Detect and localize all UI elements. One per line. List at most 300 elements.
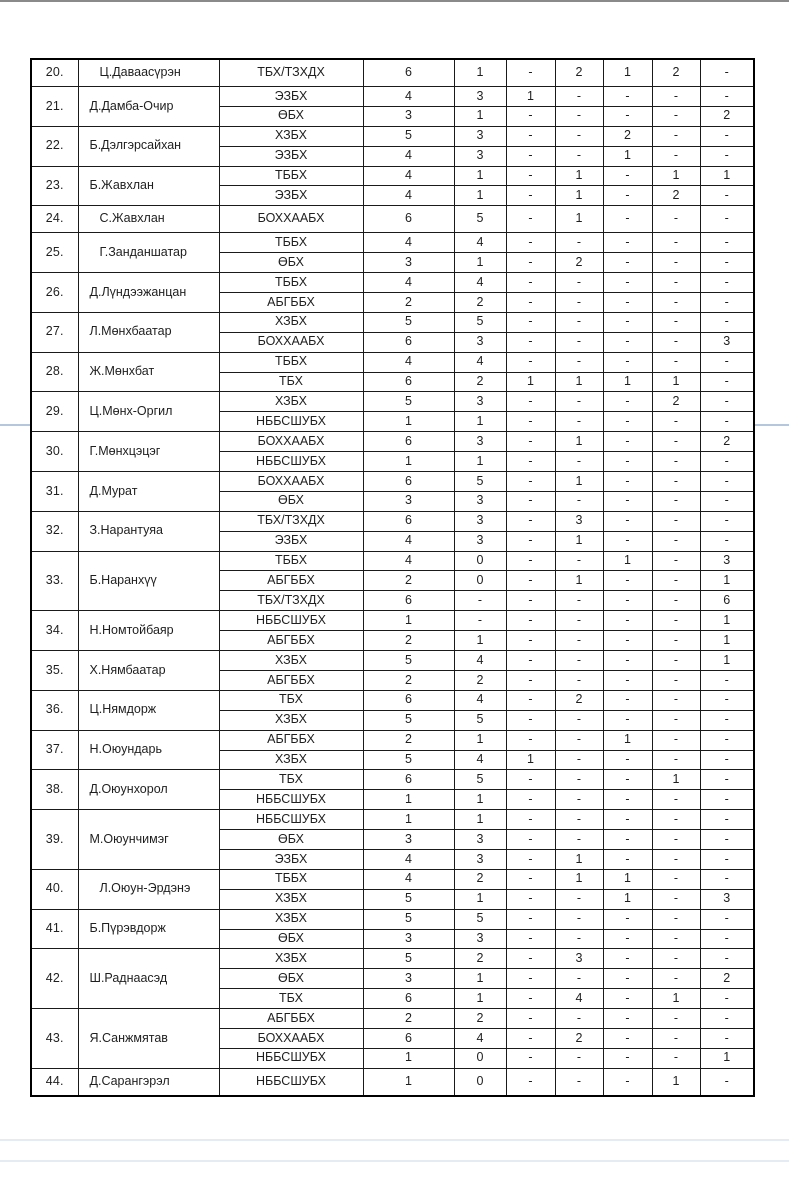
committee-abbr: ХЗБХ	[219, 949, 363, 969]
count-cell: 5	[454, 710, 506, 730]
count-cell: -	[603, 472, 652, 492]
member-name: Ц.Мөнх-Оргил	[78, 392, 219, 432]
row-number: 27.	[31, 312, 78, 352]
count-cell: 4	[454, 273, 506, 293]
count-cell: -	[700, 253, 754, 273]
count-cell: 1	[603, 889, 652, 909]
row-number: 38.	[31, 770, 78, 810]
count-cell: -	[506, 1028, 555, 1048]
count-cell: -	[506, 293, 555, 313]
count-cell: 1	[555, 571, 603, 591]
member-name: Н.Оюундарь	[78, 730, 219, 770]
member-name: Ц.Нямдорж	[78, 690, 219, 730]
count-cell: -	[700, 810, 754, 830]
committee-abbr: ХЗБХ	[219, 909, 363, 929]
count-cell: -	[555, 830, 603, 850]
count-cell: -	[555, 491, 603, 511]
committee-abbr: ӨБХ	[219, 106, 363, 126]
committee-abbr: БОХХААБХ	[219, 472, 363, 492]
member-name: Л.Мөнхбаатар	[78, 312, 219, 352]
committee-abbr: ХЗБХ	[219, 312, 363, 332]
committee-abbr: ТББХ	[219, 551, 363, 571]
count-cell: -	[506, 989, 555, 1009]
count-cell: -	[603, 352, 652, 372]
member-name: Д.Дамба-Очир	[78, 87, 219, 127]
count-cell: -	[555, 1009, 603, 1029]
count-cell: -	[603, 491, 652, 511]
count-cell: -	[603, 989, 652, 1009]
count-cell: -	[603, 531, 652, 551]
count-cell: -	[506, 969, 555, 989]
count-cell: 1	[363, 611, 454, 631]
count-cell: 4	[363, 273, 454, 293]
count-cell: -	[652, 750, 700, 770]
count-cell: 6	[363, 206, 454, 233]
count-cell: -	[652, 730, 700, 750]
count-cell: -	[652, 511, 700, 531]
count-cell: 4	[454, 651, 506, 671]
count-cell: -	[506, 352, 555, 372]
count-cell: -	[652, 233, 700, 253]
committee-abbr: АБГББХ	[219, 571, 363, 591]
count-cell: 2	[363, 293, 454, 313]
row-number: 26.	[31, 273, 78, 313]
count-cell: -	[506, 59, 555, 87]
count-cell: -	[652, 531, 700, 551]
count-cell: -	[603, 611, 652, 631]
count-cell: 2	[555, 1028, 603, 1048]
count-cell: 1	[454, 253, 506, 273]
count-cell: -	[700, 412, 754, 432]
count-cell: -	[652, 491, 700, 511]
count-cell: -	[603, 830, 652, 850]
count-cell: -	[652, 273, 700, 293]
count-cell: -	[652, 452, 700, 472]
count-cell: -	[506, 929, 555, 949]
member-name: Н.Номтойбаяр	[78, 611, 219, 651]
count-cell: -	[506, 126, 555, 146]
count-cell: -	[603, 710, 652, 730]
count-cell: -	[652, 1048, 700, 1068]
count-cell: -	[603, 293, 652, 313]
count-cell: -	[506, 889, 555, 909]
committee-abbr: ӨБХ	[219, 929, 363, 949]
committee-abbr: ЭЗБХ	[219, 87, 363, 107]
count-cell: 5	[454, 472, 506, 492]
table-row	[31, 730, 754, 750]
count-cell: 1	[454, 730, 506, 750]
count-cell: -	[652, 710, 700, 730]
member-name: Д.Лүндээжанцан	[78, 273, 219, 313]
count-cell: 0	[454, 551, 506, 571]
count-cell: -	[700, 670, 754, 690]
committee-abbr: АБГББХ	[219, 1009, 363, 1029]
count-cell: 3	[700, 332, 754, 352]
row-number: 29.	[31, 392, 78, 432]
committee-abbr: ЭЗБХ	[219, 186, 363, 206]
table-row	[31, 1068, 754, 1096]
count-cell: -	[506, 332, 555, 352]
committee-abbr: НББСШУБХ	[219, 611, 363, 631]
table-row	[31, 472, 754, 492]
count-cell: 1	[363, 1068, 454, 1096]
committee-abbr: ТББХ	[219, 273, 363, 293]
count-cell: 2	[555, 690, 603, 710]
count-cell: -	[506, 312, 555, 332]
count-cell: -	[603, 929, 652, 949]
count-cell: -	[506, 253, 555, 273]
count-cell: -	[555, 293, 603, 313]
count-cell: -	[603, 432, 652, 452]
count-cell: 1	[454, 989, 506, 1009]
count-cell: -	[700, 59, 754, 87]
count-cell: -	[555, 452, 603, 472]
row-number: 30.	[31, 432, 78, 472]
count-cell: -	[603, 969, 652, 989]
count-cell: 1	[555, 849, 603, 869]
count-cell: -	[506, 869, 555, 889]
row-number: 43.	[31, 1009, 78, 1069]
count-cell: -	[506, 511, 555, 531]
count-cell: 1	[454, 889, 506, 909]
count-cell: -	[555, 889, 603, 909]
member-name: Ж.Мөнхбат	[78, 352, 219, 392]
count-cell: 4	[363, 869, 454, 889]
count-cell: -	[603, 233, 652, 253]
count-cell: -	[700, 770, 754, 790]
count-cell: 2	[700, 106, 754, 126]
count-cell: -	[603, 1009, 652, 1029]
committee-abbr: НББСШУБХ	[219, 1068, 363, 1096]
member-name: С.Жавхлан	[78, 206, 219, 233]
count-cell: 6	[363, 59, 454, 87]
committee-abbr: ЭЗБХ	[219, 849, 363, 869]
count-cell: 3	[363, 969, 454, 989]
row-number: 20.	[31, 59, 78, 87]
table-row	[31, 166, 754, 186]
committee-abbr: БОХХААБХ	[219, 1028, 363, 1048]
count-cell: -	[506, 690, 555, 710]
count-cell: -	[506, 273, 555, 293]
count-cell: -	[603, 273, 652, 293]
committee-abbr: АБГББХ	[219, 631, 363, 651]
committee-abbr: ТБХ	[219, 770, 363, 790]
table-row	[31, 126, 754, 146]
committee-abbr: ТБХ/ТЗХДХ	[219, 511, 363, 531]
count-cell: -	[555, 146, 603, 166]
committee-abbr: ХЗБХ	[219, 750, 363, 770]
count-cell: 6	[363, 472, 454, 492]
row-number: 32.	[31, 511, 78, 551]
table-row	[31, 87, 754, 107]
count-cell: 2	[454, 869, 506, 889]
count-cell: -	[652, 790, 700, 810]
member-name: Ц.Даваасүрэн	[78, 59, 219, 87]
count-cell: 1	[555, 472, 603, 492]
count-cell: -	[555, 790, 603, 810]
count-cell: 3	[363, 491, 454, 511]
count-cell: -	[555, 750, 603, 770]
member-name: М.Оюунчимэг	[78, 810, 219, 870]
count-cell: 6	[363, 332, 454, 352]
count-cell: -	[555, 87, 603, 107]
member-name: Г.Мөнхцэцэг	[78, 432, 219, 472]
count-cell: 1	[603, 551, 652, 571]
count-cell: -	[652, 312, 700, 332]
count-cell: -	[700, 491, 754, 511]
count-cell: -	[555, 126, 603, 146]
table-row	[31, 392, 754, 412]
committee-abbr: НББСШУБХ	[219, 1048, 363, 1068]
count-cell: -	[700, 949, 754, 969]
row-number: 42.	[31, 949, 78, 1009]
count-cell: -	[652, 949, 700, 969]
window-top-edge	[0, 0, 789, 2]
count-cell: -	[652, 869, 700, 889]
count-cell: -	[652, 352, 700, 372]
count-cell: 2	[363, 730, 454, 750]
count-cell: 2	[700, 969, 754, 989]
count-cell: -	[555, 631, 603, 651]
count-cell: -	[506, 551, 555, 571]
count-cell: -	[652, 206, 700, 233]
count-cell: -	[603, 206, 652, 233]
count-cell: 3	[454, 432, 506, 452]
count-cell: 1	[454, 810, 506, 830]
count-cell: -	[700, 233, 754, 253]
count-cell: 1	[454, 186, 506, 206]
count-cell: 6	[700, 591, 754, 611]
count-cell: -	[506, 810, 555, 830]
count-cell: 6	[363, 1028, 454, 1048]
count-cell: 6	[363, 989, 454, 1009]
committee-abbr: БОХХААБХ	[219, 332, 363, 352]
count-cell: 1	[700, 651, 754, 671]
table-row	[31, 770, 754, 790]
count-cell: -	[555, 909, 603, 929]
table-row	[31, 611, 754, 631]
count-cell: -	[603, 1028, 652, 1048]
count-cell: -	[652, 253, 700, 273]
count-cell: 1	[506, 372, 555, 392]
count-cell: -	[506, 452, 555, 472]
count-cell: -	[555, 929, 603, 949]
count-cell: 1	[700, 1048, 754, 1068]
count-cell: 5	[363, 750, 454, 770]
count-cell: -	[652, 690, 700, 710]
count-cell: -	[603, 770, 652, 790]
table-row	[31, 432, 754, 452]
count-cell: -	[506, 106, 555, 126]
count-cell: 4	[363, 87, 454, 107]
count-cell: -	[603, 1048, 652, 1068]
count-cell: -	[700, 87, 754, 107]
count-cell: 6	[363, 511, 454, 531]
count-cell: 5	[454, 206, 506, 233]
count-cell: 6	[363, 770, 454, 790]
count-cell: 3	[363, 929, 454, 949]
count-cell: 2	[363, 631, 454, 651]
row-number: 35.	[31, 651, 78, 691]
row-number: 41.	[31, 909, 78, 949]
count-cell: -	[555, 969, 603, 989]
count-cell: 1	[603, 59, 652, 87]
count-cell: 4	[363, 531, 454, 551]
count-cell: -	[555, 810, 603, 830]
table-row	[31, 233, 754, 253]
count-cell: -	[603, 591, 652, 611]
count-cell: 2	[652, 186, 700, 206]
count-cell: -	[555, 591, 603, 611]
count-cell: -	[555, 670, 603, 690]
count-cell: -	[506, 631, 555, 651]
count-cell: -	[506, 146, 555, 166]
committee-abbr: БОХХААБХ	[219, 206, 363, 233]
count-cell: 3	[555, 511, 603, 531]
row-number: 21.	[31, 87, 78, 127]
row-number: 24.	[31, 206, 78, 233]
count-cell: 5	[363, 651, 454, 671]
count-cell: 4	[363, 186, 454, 206]
count-cell: -	[652, 551, 700, 571]
count-cell: -	[700, 511, 754, 531]
count-cell: 1	[555, 206, 603, 233]
count-cell: 1	[652, 372, 700, 392]
count-cell: 2	[454, 1009, 506, 1029]
count-cell: 1	[555, 186, 603, 206]
committee-abbr: ТБХ	[219, 690, 363, 710]
committee-abbr: ТББХ	[219, 233, 363, 253]
committee-abbr: ӨБХ	[219, 491, 363, 511]
committee-abbr: АБГББХ	[219, 293, 363, 313]
count-cell: -	[652, 849, 700, 869]
row-number: 34.	[31, 611, 78, 651]
count-cell: 4	[363, 166, 454, 186]
count-cell: -	[603, 949, 652, 969]
committee-abbr: ХЗБХ	[219, 651, 363, 671]
count-cell: -	[652, 332, 700, 352]
count-cell: -	[506, 392, 555, 412]
count-cell: 3	[454, 491, 506, 511]
count-cell: -	[454, 591, 506, 611]
row-number: 22.	[31, 126, 78, 166]
count-cell: -	[652, 651, 700, 671]
count-cell: -	[652, 670, 700, 690]
count-cell: -	[652, 909, 700, 929]
table-row	[31, 810, 754, 830]
committee-abbr: БОХХААБХ	[219, 432, 363, 452]
count-cell: 2	[363, 1009, 454, 1029]
table-row	[31, 511, 754, 531]
count-cell: -	[652, 87, 700, 107]
table-row	[31, 909, 754, 929]
count-cell: -	[700, 531, 754, 551]
count-cell: 1	[700, 611, 754, 631]
count-cell: 3	[454, 126, 506, 146]
count-cell: 1	[363, 1048, 454, 1068]
count-cell: 4	[363, 146, 454, 166]
count-cell: -	[700, 909, 754, 929]
count-cell: -	[555, 332, 603, 352]
count-cell: -	[506, 909, 555, 929]
count-cell: -	[603, 392, 652, 412]
committee-abbr: ХЗБХ	[219, 392, 363, 412]
member-name: Х.Нямбаатар	[78, 651, 219, 691]
count-cell: -	[603, 1068, 652, 1096]
membership-table	[30, 58, 755, 1097]
count-cell: -	[555, 106, 603, 126]
committee-abbr: ӨБХ	[219, 253, 363, 273]
count-cell: 1	[454, 452, 506, 472]
table-row	[31, 551, 754, 571]
count-cell: -	[603, 631, 652, 651]
count-cell: 3	[454, 392, 506, 412]
count-cell: -	[652, 969, 700, 989]
count-cell: -	[652, 571, 700, 591]
count-cell: -	[700, 710, 754, 730]
count-cell: -	[506, 186, 555, 206]
count-cell: 1	[652, 989, 700, 1009]
committee-abbr: ЭЗБХ	[219, 531, 363, 551]
count-cell: 4	[454, 233, 506, 253]
committee-abbr: НББСШУБХ	[219, 452, 363, 472]
count-cell: -	[506, 611, 555, 631]
count-cell: -	[506, 166, 555, 186]
count-cell: -	[506, 830, 555, 850]
row-number: 37.	[31, 730, 78, 770]
count-cell: -	[506, 412, 555, 432]
committee-abbr: ХЗБХ	[219, 126, 363, 146]
count-cell: -	[555, 730, 603, 750]
count-cell: 1	[700, 166, 754, 186]
count-cell: 4	[363, 352, 454, 372]
count-cell: 4	[555, 989, 603, 1009]
count-cell: -	[603, 810, 652, 830]
count-cell: 4	[454, 750, 506, 770]
count-cell: -	[603, 452, 652, 472]
count-cell: 1	[363, 412, 454, 432]
count-cell: 4	[454, 690, 506, 710]
count-cell: -	[506, 710, 555, 730]
count-cell: -	[555, 412, 603, 432]
table-row	[31, 690, 754, 710]
count-cell: -	[603, 670, 652, 690]
count-cell: 5	[363, 710, 454, 730]
count-cell: -	[506, 770, 555, 790]
count-cell: 2	[454, 670, 506, 690]
row-number: 28.	[31, 352, 78, 392]
count-cell: -	[700, 1009, 754, 1029]
table-row	[31, 312, 754, 332]
count-cell: 1	[603, 869, 652, 889]
count-cell: -	[700, 312, 754, 332]
count-cell: -	[603, 87, 652, 107]
count-cell: 5	[454, 312, 506, 332]
count-cell: 1	[700, 571, 754, 591]
count-cell: 1	[700, 631, 754, 651]
count-cell: 4	[363, 849, 454, 869]
committee-abbr: ТБХ	[219, 372, 363, 392]
count-cell: -	[506, 591, 555, 611]
count-cell: -	[555, 392, 603, 412]
count-cell: -	[652, 591, 700, 611]
count-cell: -	[506, 233, 555, 253]
count-cell: 5	[363, 312, 454, 332]
count-cell: -	[700, 206, 754, 233]
count-cell: -	[652, 293, 700, 313]
count-cell: 3	[454, 929, 506, 949]
count-cell: 0	[454, 1068, 506, 1096]
